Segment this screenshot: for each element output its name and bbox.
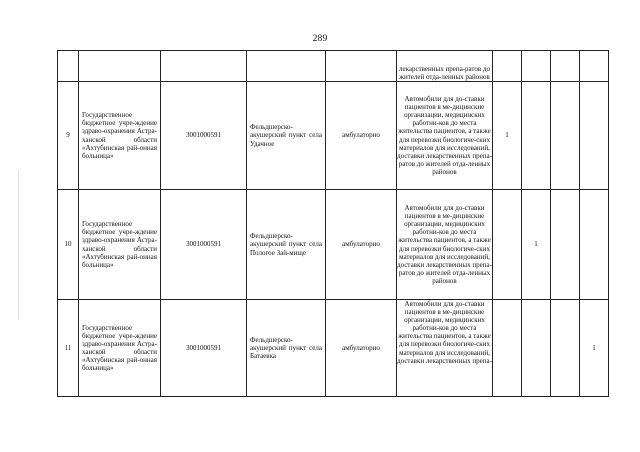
quantity-cell-2	[522, 51, 551, 82]
quantity-cell-3	[551, 190, 580, 300]
quantity-cell-2	[522, 82, 551, 190]
quantity-cell-4	[580, 190, 609, 300]
page-number: 289	[312, 34, 328, 44]
code-cell: 3001000591	[161, 300, 247, 397]
quantity-cell-4	[580, 51, 609, 82]
code-cell: 3001000591	[161, 190, 247, 300]
code-cell	[161, 51, 247, 82]
vehicle-purpose-cell: лекарственных препа-ратов до жителей отда-ленных районов	[397, 51, 493, 82]
vehicle-purpose-cell: Автомобили для до-ставки пациентов в ме-дицинские организации, медицинских работни-ков до места жительства пациентов, а также для перевозки биологиче-ских материалов для исследований, доставки лекарственных препа-ратов до жителей отда-ленных районов	[397, 82, 493, 190]
facility-name-cell: Фельдшерско-акушерский пункт села Батаевка	[247, 300, 326, 397]
row-number-cell: 11	[58, 300, 79, 397]
row-number-cell: 9	[58, 82, 79, 190]
facility-name-cell: Фельдшерско-акушерский пункт села Удачное	[247, 82, 326, 190]
organization-cell: Государственное бюджетное учре-ждение здраво-охранения Астра-ханской области «Ахтубинская рай-онная больница»	[79, 82, 161, 190]
vehicle-purpose-cell: Автомобили для до-ставки пациентов в ме-дицинские организации, медицинских работни-ков до места жительства пациентов, а также для перевозки биологиче-ских материалов для исследований, доставки лекарственных препа-ратов до жителей отда-ленных районов	[397, 190, 493, 300]
care-type-cell: амбулаторно	[326, 82, 397, 190]
quantity-cell-1	[493, 190, 522, 300]
care-type-cell: амбулаторно	[326, 190, 397, 300]
facility-name-cell: Фельдшерско-акушерский пункт села Пологое Зай-мище	[247, 190, 326, 300]
facility-name-cell	[247, 51, 326, 82]
quantity-cell-1: 1	[493, 82, 522, 190]
scan-edge-mark	[18, 170, 19, 320]
care-type-cell: амбулаторно	[326, 300, 397, 397]
vehicle-purpose-cell: Автомобили для до-ставки пациентов в ме-дицинские организации, медицинских работни-ков до места жительства пациентов, а также для перевозки биологиче-ских материалов для исследований, доставки лекарственных препа-	[397, 300, 493, 397]
quantity-cell-3	[551, 300, 580, 397]
table-row	[58, 82, 609, 190]
table-row	[58, 300, 609, 397]
quantity-cell-1	[493, 51, 522, 82]
row-number-cell	[58, 51, 79, 82]
table-row	[58, 51, 609, 82]
quantity-cell-2	[522, 300, 551, 397]
code-cell: 3001000591	[161, 82, 247, 190]
quantity-cell-1	[493, 300, 522, 397]
table-row	[58, 190, 609, 300]
quantity-cell-4: 1	[580, 300, 609, 397]
equipment-distribution-table	[57, 50, 609, 397]
quantity-cell-4	[580, 82, 609, 190]
quantity-cell-2: 1	[522, 190, 551, 300]
care-type-cell	[326, 51, 397, 82]
organization-cell: Государственное бюджетное учре-ждение здраво-охранения Астра-ханской области «Ахтубинская рай-онная больница»	[79, 300, 161, 397]
row-number-cell: 10	[58, 190, 79, 300]
quantity-cell-3	[551, 51, 580, 82]
organization-cell: Государственное бюджетное учре-ждение здраво-охранения Астра-ханской области «Ахтубинская рай-онная больница»	[79, 190, 161, 300]
quantity-cell-3	[551, 82, 580, 190]
organization-cell	[79, 51, 161, 82]
